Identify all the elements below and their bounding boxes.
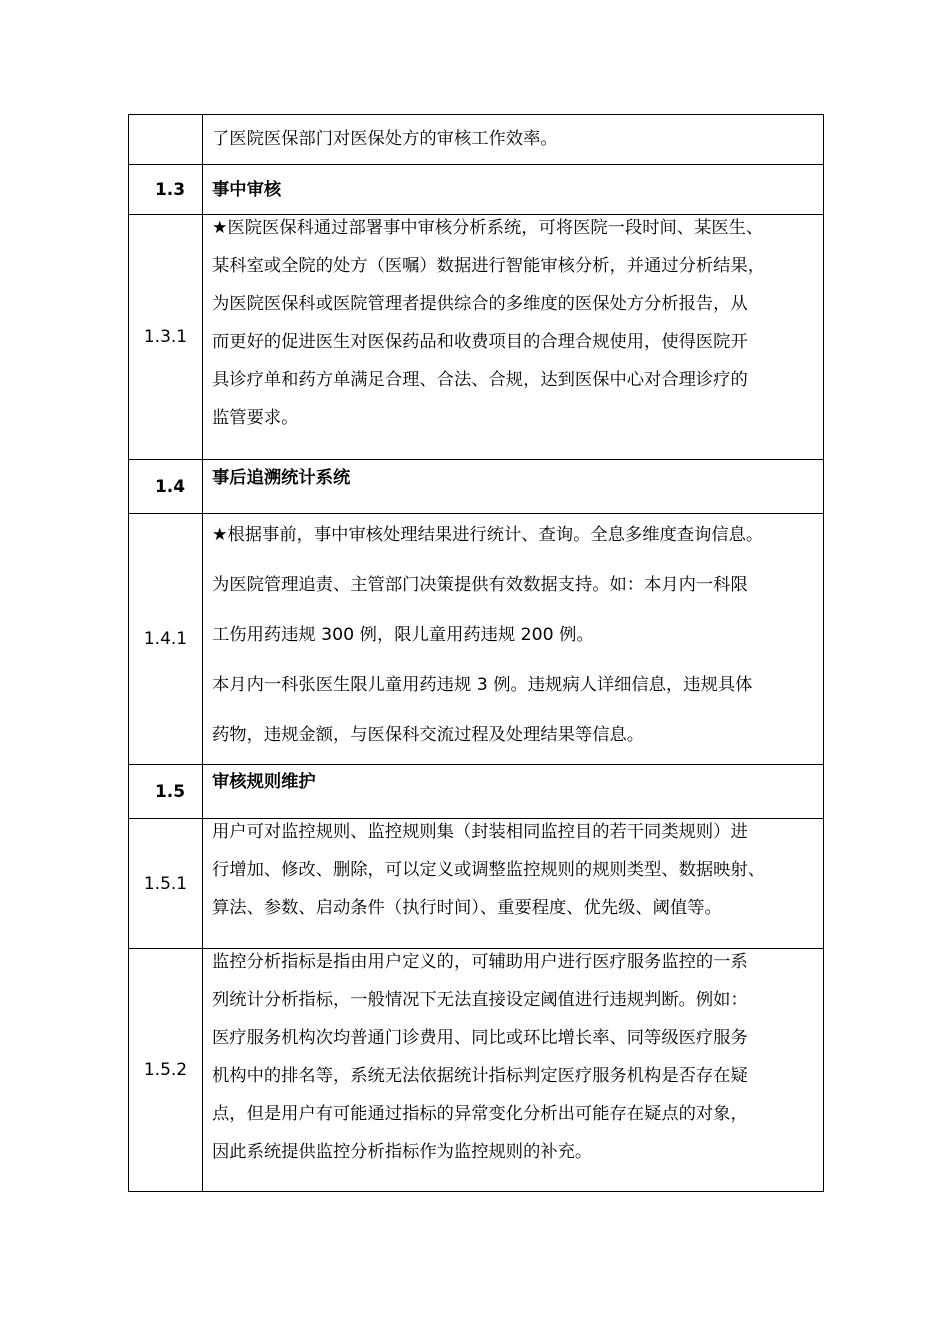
content-line: 具诊疗单和药方单满足合理、合法、合规，达到医保中心对合理诊疗的 <box>212 370 748 390</box>
content-line: 用户可对监控规则、监控规则集（封装相同监控目的若干同类规则）进 <box>212 822 748 842</box>
section-title-cell <box>203 165 824 215</box>
table-row <box>129 165 824 215</box>
content-line: 监管要求。 <box>212 408 299 428</box>
content-line: 因此系统提供监控分析指标作为监控规则的补充。 <box>212 1142 593 1162</box>
content-line: 工伤用药违规 300 例，限儿童用药违规 200 例。 <box>212 625 594 645</box>
content-line: 了医院医保部门对医保处方的审核工作效率。 <box>212 129 558 149</box>
section-title: 审核规则维护 <box>212 772 316 792</box>
item-content <box>203 949 824 1192</box>
section-number: 1.5 <box>129 765 203 819</box>
table-row <box>129 765 824 819</box>
content-line: 医疗服务机构次均普通门诊费用、同比或环比增长率、同等级医疗服务 <box>212 1028 748 1048</box>
section-title-cell <box>203 460 824 514</box>
item-content <box>203 215 824 460</box>
item-number: 1.4.1 <box>129 514 203 765</box>
table-row <box>129 819 824 949</box>
item-number: 1.5.1 <box>129 819 203 949</box>
table-row <box>129 115 824 165</box>
item-content <box>203 115 824 165</box>
item-number: 1.3.1 <box>129 215 203 460</box>
table-row <box>129 460 824 514</box>
content-line: 行增加、修改、删除，可以定义或调整监控规则的规则类型、数据映射、 <box>212 860 766 880</box>
item-number <box>129 115 203 165</box>
content-line: 而更好的促进医生对医保药品和收费项目的合理合规使用，使得医院开 <box>212 332 748 352</box>
table-row <box>129 949 824 1192</box>
item-content <box>203 514 824 765</box>
content-line: 算法、参数、启动条件（执行时间）、重要程度、优先级、阈值等。 <box>212 898 722 918</box>
section-title: 事后追溯统计系统 <box>212 468 351 488</box>
table-row <box>129 215 824 460</box>
section-title: 事中审核 <box>212 180 282 200</box>
item-content <box>203 819 824 949</box>
requirements-table <box>128 114 824 1192</box>
content-line: 为医院管理追责、主管部门决策提供有效数据支持。如：本月内一科限 <box>212 575 748 595</box>
content-line: 监控分析指标是指由用户定义的，可辅助用户进行医疗服务监控的一系 <box>212 952 748 972</box>
content-line: 为医院医保科或医院管理者提供综合的多维度的医保处方分析报告，从 <box>212 294 748 314</box>
content-line: ★医院医保科通过部署事中审核分析系统，可将医院一段时间、某医生、 <box>212 218 764 238</box>
content-line: 列统计分析指标，一般情况下无法直接设定阈值进行违规判断。例如： <box>212 990 748 1010</box>
content-line: 某科室或全院的处方（医嘱）数据进行智能审核分析，并通过分析结果， <box>212 256 766 276</box>
item-number: 1.5.2 <box>129 949 203 1192</box>
content-line: 机构中的排名等，系统无法依据统计指标判定医疗服务机构是否存在疑 <box>212 1066 748 1086</box>
section-title-cell <box>203 765 824 819</box>
table-row <box>129 514 824 765</box>
content-line: 药物，违规金额，与医保科交流过程及处理结果等信息。 <box>212 725 645 745</box>
section-number: 1.3 <box>129 165 203 215</box>
content-line: 本月内一科张医生限儿童用药违规 3 例。违规病人详细信息，违规具体 <box>212 675 753 695</box>
content-line: ★根据事前，事中审核处理结果进行统计、查询。全息多维度查询信息。 <box>212 525 764 545</box>
content-line: 点，但是用户有可能通过指标的异常变化分析出可能存在疑点的对象， <box>212 1104 748 1124</box>
section-number: 1.4 <box>129 460 203 514</box>
